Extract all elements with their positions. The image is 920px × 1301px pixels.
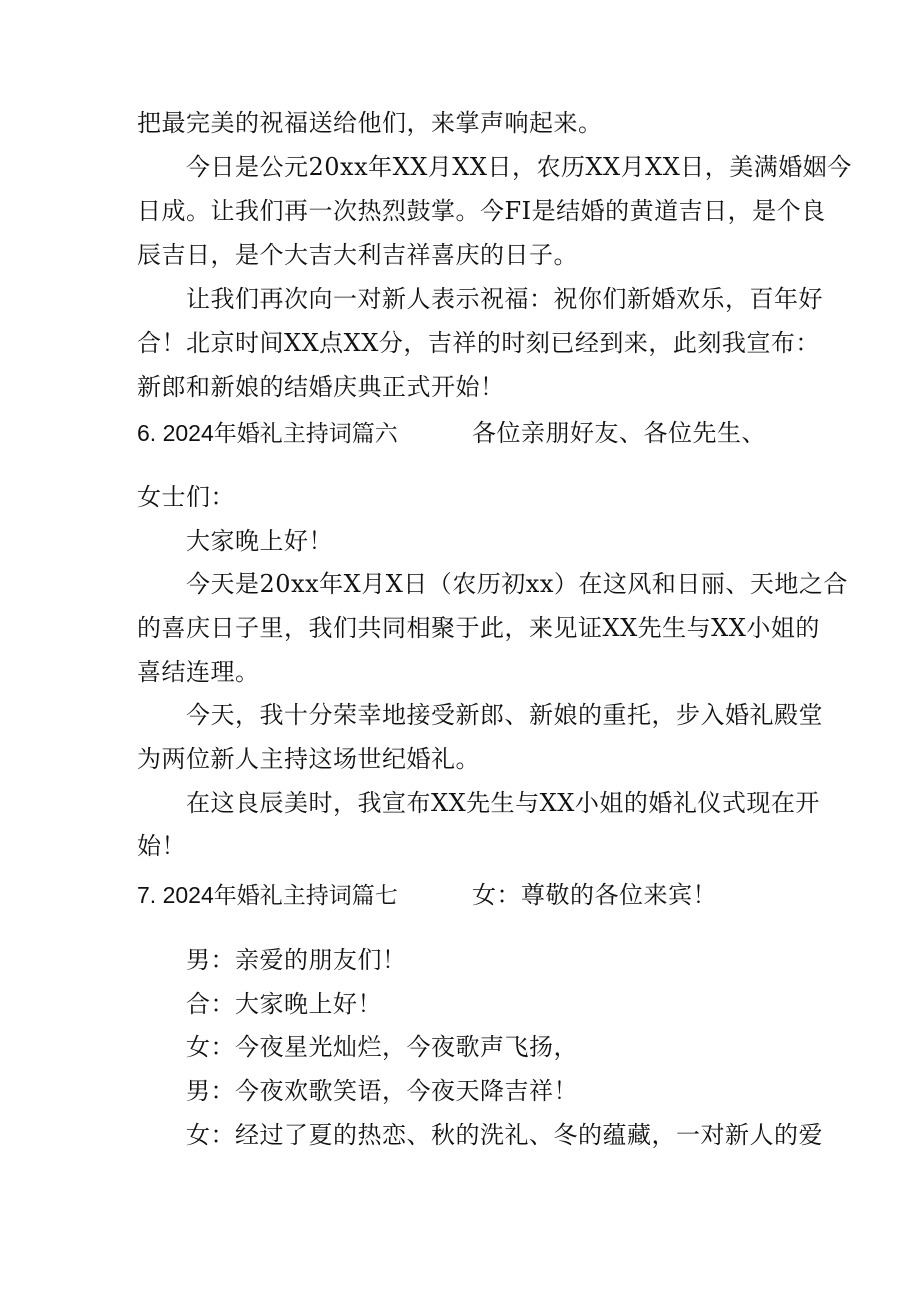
paragraph-line: 合：大家晚上好！ [186, 990, 382, 1018]
paragraph-line: 男：今夜欢歌笑语，今夜天降吉祥！ [186, 1077, 578, 1105]
section-heading: 6. 2024年婚礼主持词篇六 [137, 420, 398, 446]
paragraph-line: 把最完美的祝福送给他们，来掌声响起来。 [137, 109, 603, 137]
paragraph-line: 为两位新人主持这场世纪婚礼。 [137, 745, 480, 773]
paragraph-line: 始！ [137, 832, 186, 860]
paragraph-line: 在这良辰美时，我宣布XX先生与XX小姐的婚礼仪式现在开 [186, 789, 820, 817]
paragraph-line: 今天，我十分荣幸地接受新郎、新娘的重托，步入婚礼殿堂 [186, 701, 823, 729]
paragraph-line: 喜结连理。 [137, 658, 260, 686]
paragraph-line: 男：亲爱的朋友们！ [186, 946, 407, 974]
paragraph-line: 大家晚上好！ [186, 527, 333, 555]
paragraph-line: 合！北京时间XX点XX分，吉祥的时刻已经到来，此刻我宣布： [137, 329, 820, 357]
paragraph-line: 女士们： [137, 483, 235, 511]
paragraph-line: 日成。让我们再一次热烈鼓掌。今FI是结婚的黄道吉日，是个良 [137, 197, 826, 225]
paragraph-line: 女：经过了夏的热恋、秋的洗礼、冬的蕴藏，一对新人的爱 [186, 1121, 823, 1149]
section-heading: 7. 2024年婚礼主持词篇七 [137, 882, 398, 908]
paragraph-line: 新郎和新娘的结婚庆典正式开始！ [137, 373, 505, 401]
paragraph-line: 让我们再次向一对新人表示祝福：祝你们新婚欢乐，百年好 [186, 285, 823, 313]
paragraph-line: 今天是20xx年X月X日（农历初xx）在这风和日丽、天地之合 [186, 570, 848, 598]
paragraph-line: 的喜庆日子里，我们共同相聚于此，来见证XX先生与XX小姐的 [137, 614, 820, 642]
heading-continuation: 女：尊敬的各位来宾！ [472, 881, 717, 909]
paragraph-line: 辰吉日，是个大吉大利吉祥喜庆的日子。 [137, 241, 578, 269]
paragraph-line: 今日是公元20xx年XX月XX日，农历XX月XX日，美满婚姻今 [186, 153, 852, 181]
heading-continuation: 各位亲朋好友、各位先生、 [472, 419, 766, 447]
paragraph-line: 女：今夜星光灿烂，今夜歌声飞扬， [186, 1033, 578, 1061]
